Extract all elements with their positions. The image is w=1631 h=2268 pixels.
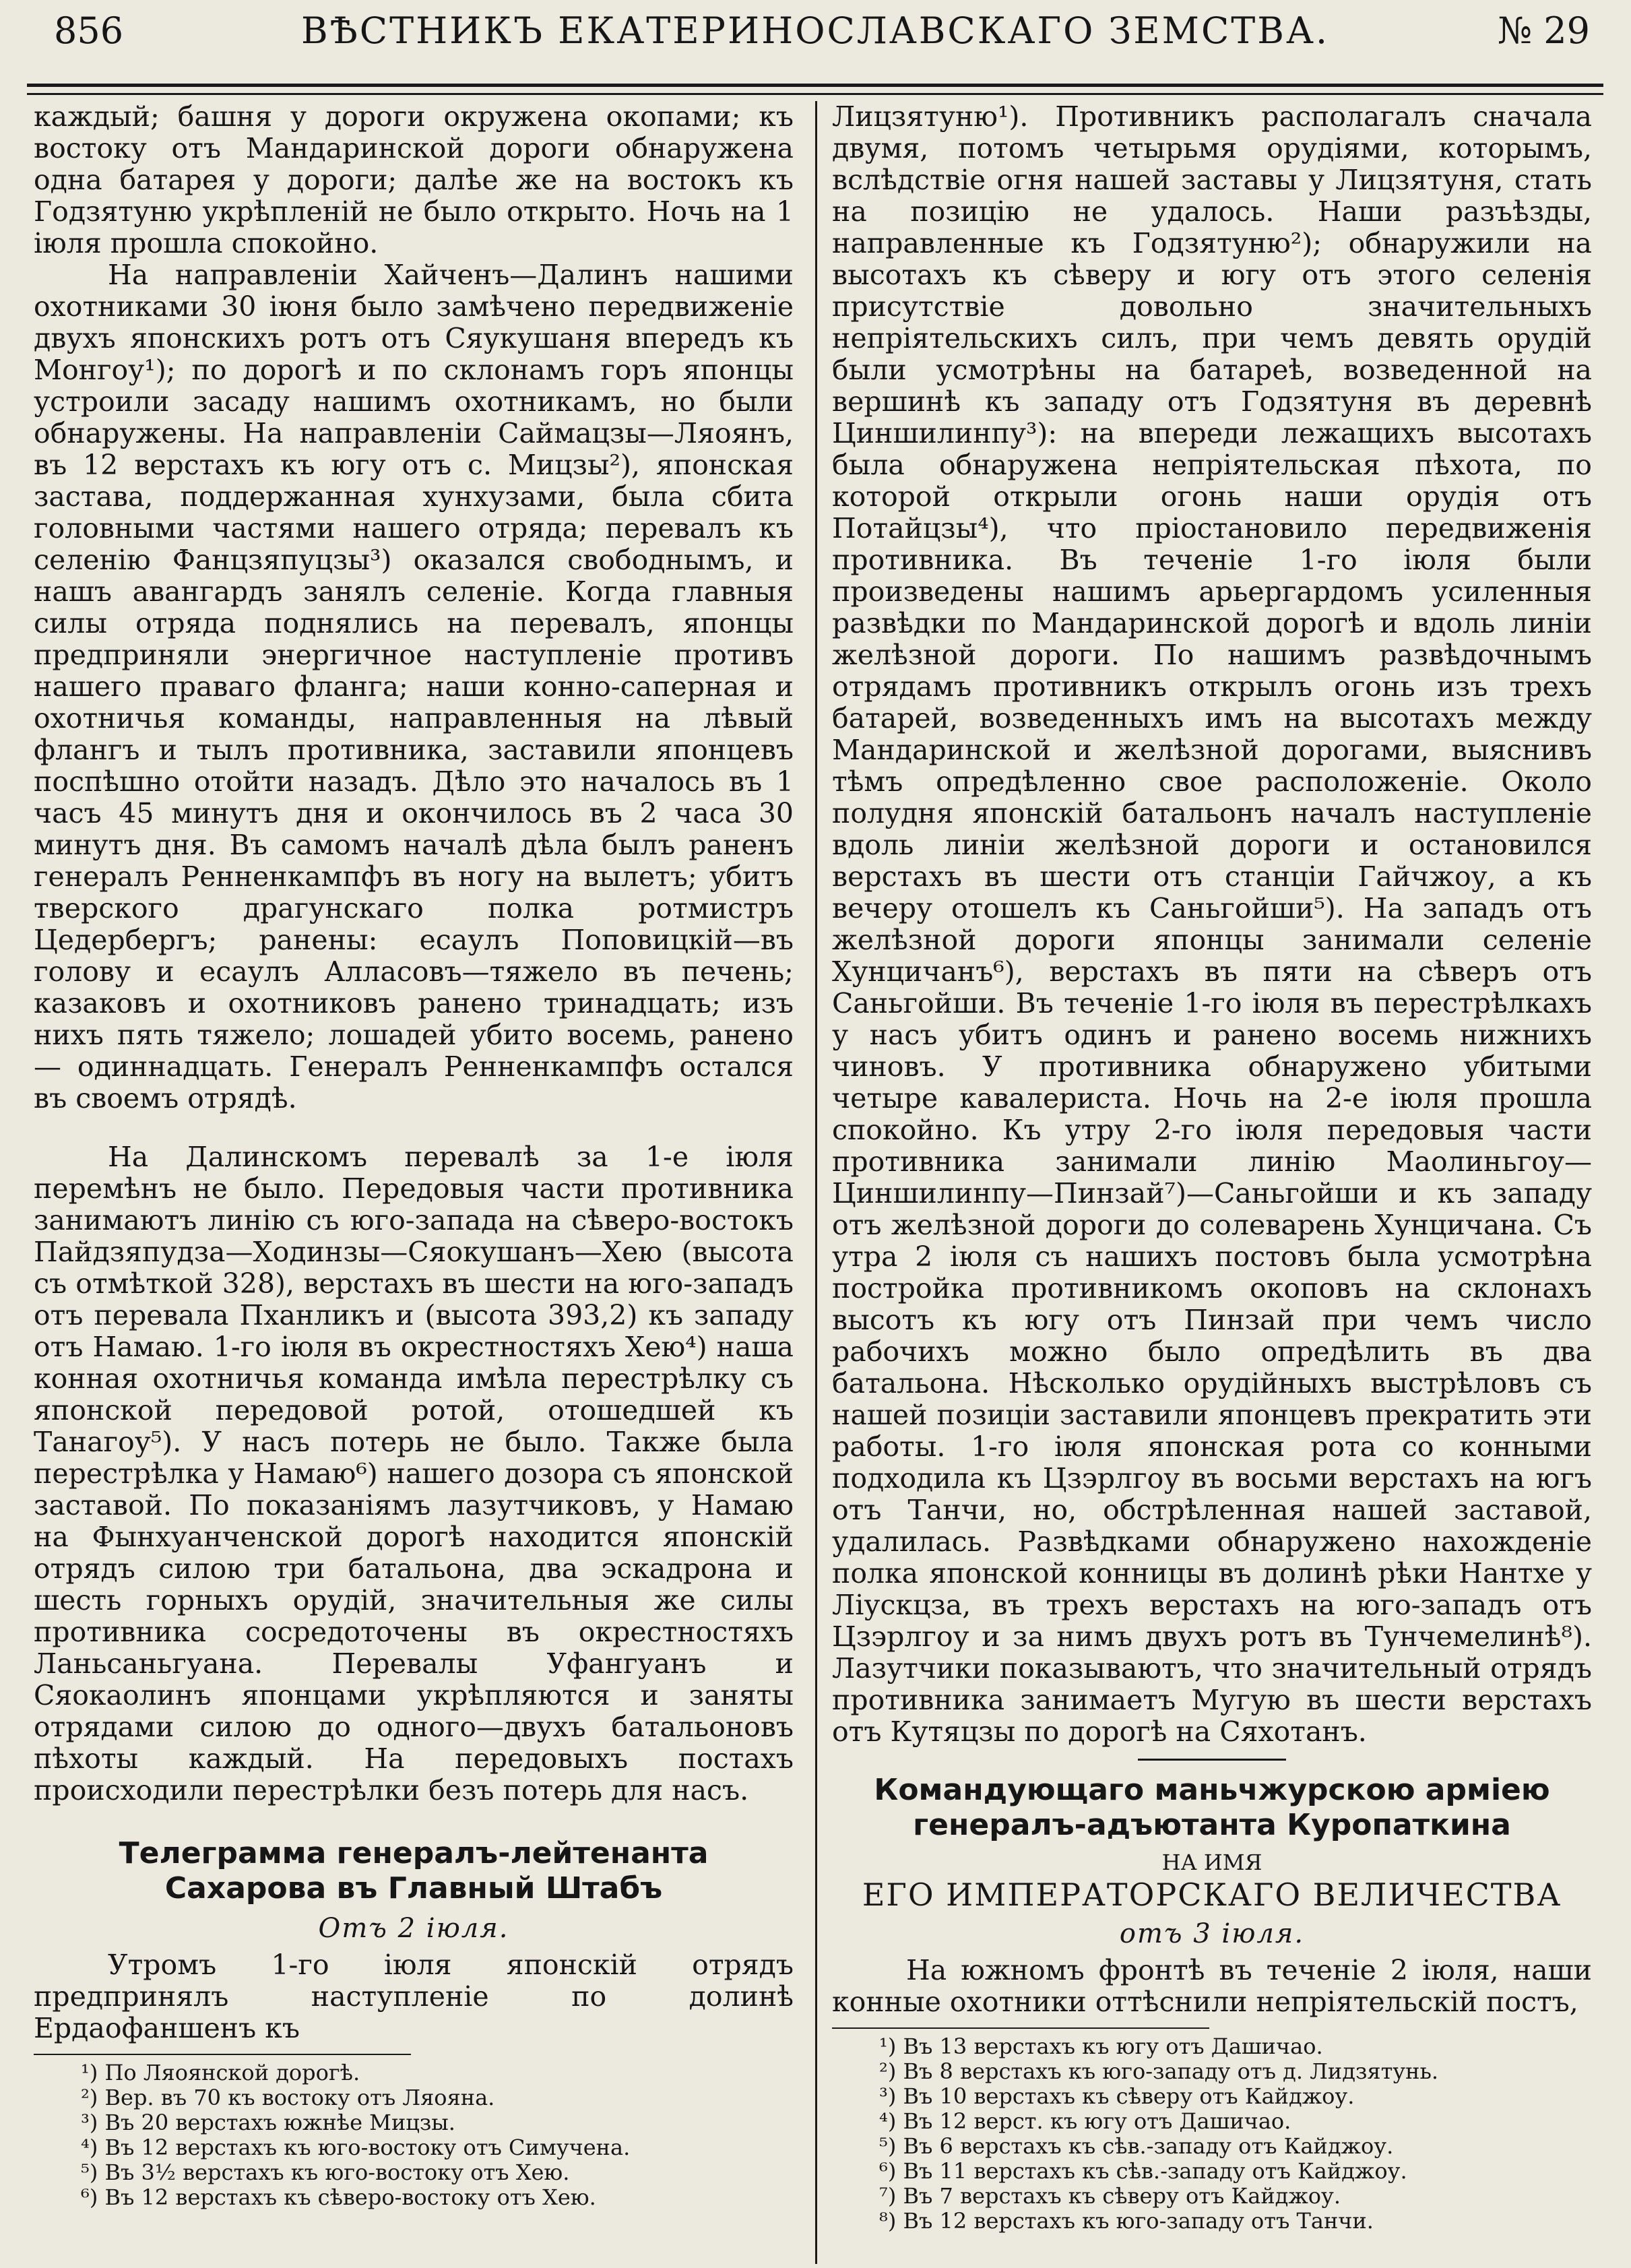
footnote-left-6: ⁶) Въ 12 верстахъ къ сѣверо-востоку отъ Хею. bbox=[81, 2184, 596, 2210]
telegram-heading-kuropatkin: Командующаго маньчжурскою арміею генералъ-адъютанта Куропаткина bbox=[874, 1773, 1550, 1842]
footnote-right-2: ²) Въ 8 верстахъ къ юго-западу отъ д. Лидзятунь. bbox=[879, 2058, 1439, 2084]
right-paragraph-1: Лицзятуню¹). Противникъ располагалъ сначала двумя, потомъ четырьмя орудіями, которымъ, вслѣдствіе огня нашей заставы у Лицзятуня, стать на позицію не удалось. Наши разъѣзды, направленные къ Годзятуню²); обнаружили на высотахъ къ сѣверу и югу отъ этого селенія присутствіе довольно значительныхъ непріятельскихъ силъ, при чемъ девять орудій были усмотрѣны на батареѣ, возведенной на вершинѣ къ западу отъ Годзятуня въ деревнѣ Циншилинпу³): на впереди лежащихъ высотахъ была обнаружена непріятельская пѣхота, по которой открыли огонь наши орудія отъ Потайцзы⁴), что пріостановило передвиженія противника. Въ теченіе 1-го іюля были произведены нашимъ арьергардомъ усиленныя развѣдки по Мандаринской дорогѣ и вдоль линіи желѣзной дороги. По нашимъ развѣдочнымъ отрядамъ противникъ открылъ огонь изъ трехъ батарей, возведенныхъ имъ на высотахъ между Мандаринской и желѣзной дорогами, выяснивъ тѣмъ опредѣленно свое расположеніе. Около полудня японскій батальонъ началъ наступленіе вдоль линіи желѣзной дороги и остановился верстахъ въ шести отъ станціи Гайчжоу, а къ вечеру отошелъ къ Саньгойши⁵). На западъ отъ желѣзной дороги японцы занимали селеніе Хунцичанъ⁶), верстахъ въ пяти на сѣверъ отъ Саньгойши. Въ теченіе 1-го іюля въ перестрѣлкахъ у насъ убитъ одинъ и ранено восемь нижнихъ чиновъ. У противника обнаружено убитыми четыре кавалериста. Ночь на 2-е іюля прошла спокойно. Къ утру 2-го іюля передовыя части противника занимали линію Маолиньгоу—Циншилинпу—Пинзай⁷)—Саньгойши и къ западу отъ желѣзной дороги до солеварень Хунцичана. Съ утра 2 іюля съ нашихъ постовъ была усмотрѣна постройка противникомъ окоповъ на склонахъ высотъ къ югу отъ Пинзай при чемъ число рабочихъ можно было опредѣлить въ два батальона. Нѣсколько орудійныхъ выстрѣловъ съ нашей позиціи заставили японцевъ прекратить эти работы. 1-го іюля японская рота со конными подходила къ Цзэрлгоу въ восьми верстахъ на югъ отъ Танчи, но, обстрѣленная нашей заставой, удалилась. Развѣдками обнаружено нахожденіе полка японской конницы въ долинѣ рѣки Нантхе у Ліускцза, въ трехъ верстахъ на юго-западъ отъ Цзэрлгоу и за нимъ двухъ ротъ въ Тунчемелинѣ⁸). Лазутчики показываютъ, что значительный отрядъ противника занимаетъ Мугую въ шести верстахъ отъ Кутяцзы по дорогѣ на Сяхотанъ. bbox=[832, 100, 1592, 1748]
footnote-left-4: ⁴) Въ 12 верстахъ къ юго-востоку отъ Симучена. bbox=[81, 2135, 631, 2160]
footnote-right-1: ¹) Въ 13 верстахъ къ югу отъ Дашичао. bbox=[879, 2034, 1323, 2059]
periodical-title: ВѢСТНИКЪ ЕКАТЕРИНОСЛАВСКАГО ЗЕМСТВА. bbox=[300, 9, 1330, 52]
header-rule-thin bbox=[27, 93, 1603, 95]
left-paragraph-3: На Далинскомъ перевалѣ за 1-е іюля перемѣнъ не было. Передовыя части противника занимаютъ линію съ юго-запада на сѣверо-востокъ Пайдзяпудза—Ходинзы—Сяокушанъ—Хею (высота съ отмѣткой 328), верстахъ въ шести на юго-западъ отъ перевала Пханликъ и (высота 393,2) къ западу отъ Намаю. 1-го іюля въ окрестностяхъ Хею⁴) наша конная охотничья команда имѣла перестрѣлку съ японской передовой ротой, отошедшей къ Танагоу⁵). У насъ потерь не было. Также была перестрѣлка у Намаю⁶) нашего дозора съ японской заставой. По показаніямъ лазутчиковъ, у Намаю на Фынхуанченской дорогѣ находится японскій отрядъ силою три батальона, два эскадрона и шесть горныхъ орудій, значительныя же силы противника сосредоточены въ окрестностяхъ Ланьсаньгуана. Перевалы Уфангуанъ и Сяокаолинъ японцами укрѣпляются и заняты отрядами силою до одного—двухъ батальоновъ пѣхоты каждый. На передовыхъ постахъ происходили перестрѣлки безъ потерь для насъ. bbox=[34, 1141, 794, 1806]
header-rule-thick bbox=[27, 84, 1603, 87]
issue-number: № 29 bbox=[1498, 9, 1590, 52]
left-paragraph-1: каждый; башня у дороги окружена окопами; къ востоку отъ Мандаринской дороги обнаружена одна батарея у дороги; далѣе же на востокъ къ Годзятуню укрѣпленій не было открыто. Ночь на 1 іюля прошла спокойно. bbox=[34, 100, 794, 259]
right-paragraph-2: На южномъ фронтѣ въ теченіе 2 іюля, наши конные охотники оттѣснили непріятельскій постъ, bbox=[832, 1954, 1592, 2018]
footnote-rule-right bbox=[832, 2027, 1209, 2029]
footnote-rule-left bbox=[34, 2054, 411, 2055]
right-column bbox=[832, 101, 1592, 2234]
telegram-date-sakharov: Отъ 2 іюля. bbox=[318, 1913, 509, 1944]
footnote-left-2: ²) Вер. въ 70 къ востоку отъ Ляояна. bbox=[81, 2085, 495, 2110]
footnote-right-3: ³) Въ 10 верстахъ къ сѣверу отъ Кайджоу. bbox=[879, 2083, 1355, 2109]
footnote-right-4: ⁴) Въ 12 верст. къ югу отъ Дашичао. bbox=[879, 2108, 1291, 2134]
footnote-left-5: ⁵) Въ 3½ верстахъ къ юго-востоку отъ Хею. bbox=[81, 2160, 570, 2185]
page-header bbox=[27, 5, 1603, 59]
footnote-right-8: ⁸) Въ 12 верстахъ къ юго-западу отъ Танчи. bbox=[879, 2208, 1374, 2234]
footnote-right-6: ⁶) Въ 11 верстахъ къ сѣв.-западу отъ Кайджоу. bbox=[879, 2158, 1407, 2184]
left-column bbox=[34, 101, 794, 2210]
addressee-prefix: НА ИМЯ bbox=[1161, 1850, 1262, 1875]
footnote-right-7: ⁷) Въ 7 верстахъ къ сѣверу отъ Кайджоу. bbox=[879, 2183, 1341, 2209]
footnote-left-3: ³) Въ 20 верстахъ южнѣе Мицзы. bbox=[81, 2110, 455, 2135]
addressee-imperial: ЕГО ИМПЕРАТОРСКАГО ВЕЛИЧЕСТВА bbox=[862, 1877, 1562, 1913]
column-divider bbox=[815, 101, 817, 2264]
left-paragraph-4: Утромъ 1-го іюля японскій отрядъ предпринялъ наступленіе по долинѣ Ердаофаншенъ къ bbox=[34, 1949, 794, 2044]
footnote-left-1: ¹) По Ляоянской дорогѣ. bbox=[81, 2060, 360, 2085]
page-number: 856 bbox=[54, 9, 124, 52]
left-paragraph-2: На направленіи Хайченъ—Далинъ нашими охотниками 30 іюня было замѣчено передвиженіе двухъ японскихъ ротъ отъ Сяукушаня впередъ къ Монгоу¹); по дорогѣ и по склонамъ горъ японцы устроили засаду нашимъ охотникамъ, но были обнаружены. На направленіи Саймацзы—Ляоянъ, въ 12 верстахъ къ югу отъ с. Мицзы²), японская застава, поддержанная хунхузами, была сбита головными частями нашего отряда; перевалъ къ селенію Фанцзяпуцзы³) оказался свободнымъ, и нашъ авангардъ занялъ селеніе. Когда главныя силы отряда поднялись на перевалъ, японцы предприняли энергичное наступленіе противъ нашего праваго фланга; наши конно-саперная и охотничья команды, направленныя на лѣвый флангъ и тылъ противника, заставили японцевъ поспѣшно отойти назадъ. Дѣло это началось въ 1 часъ 45 минутъ дня и окончилось въ 2 часа 30 минутъ дня. Въ самомъ началѣ дѣла былъ раненъ генералъ Ренненкампфъ въ ногу на вылетъ; убитъ тверского драгунскаго полка ротмистръ Цедербергъ; ранены: есаулъ Поповицкій—въ голову и есаулъ Алласовъ—тяжело въ печень; казаковъ и охотниковъ ранено тринадцать; изъ нихъ пять тяжело; лошадей убито восемь, ранено — одиннадцать. Генералъ Ренненкампфъ остался въ своемъ отрядѣ. bbox=[34, 259, 794, 1114]
footnote-right-5: ⁵) Въ 6 верстахъ къ сѣв.-западу отъ Кайджоу. bbox=[879, 2133, 1394, 2159]
telegram-date-kuropatkin: отъ 3 іюля. bbox=[1119, 1918, 1305, 1949]
section-divider bbox=[1138, 1759, 1286, 1761]
telegram-heading-sakharov: Телеграмма генералъ-лейтенанта Сахарова въ Главный Штабъ bbox=[119, 1836, 709, 1905]
